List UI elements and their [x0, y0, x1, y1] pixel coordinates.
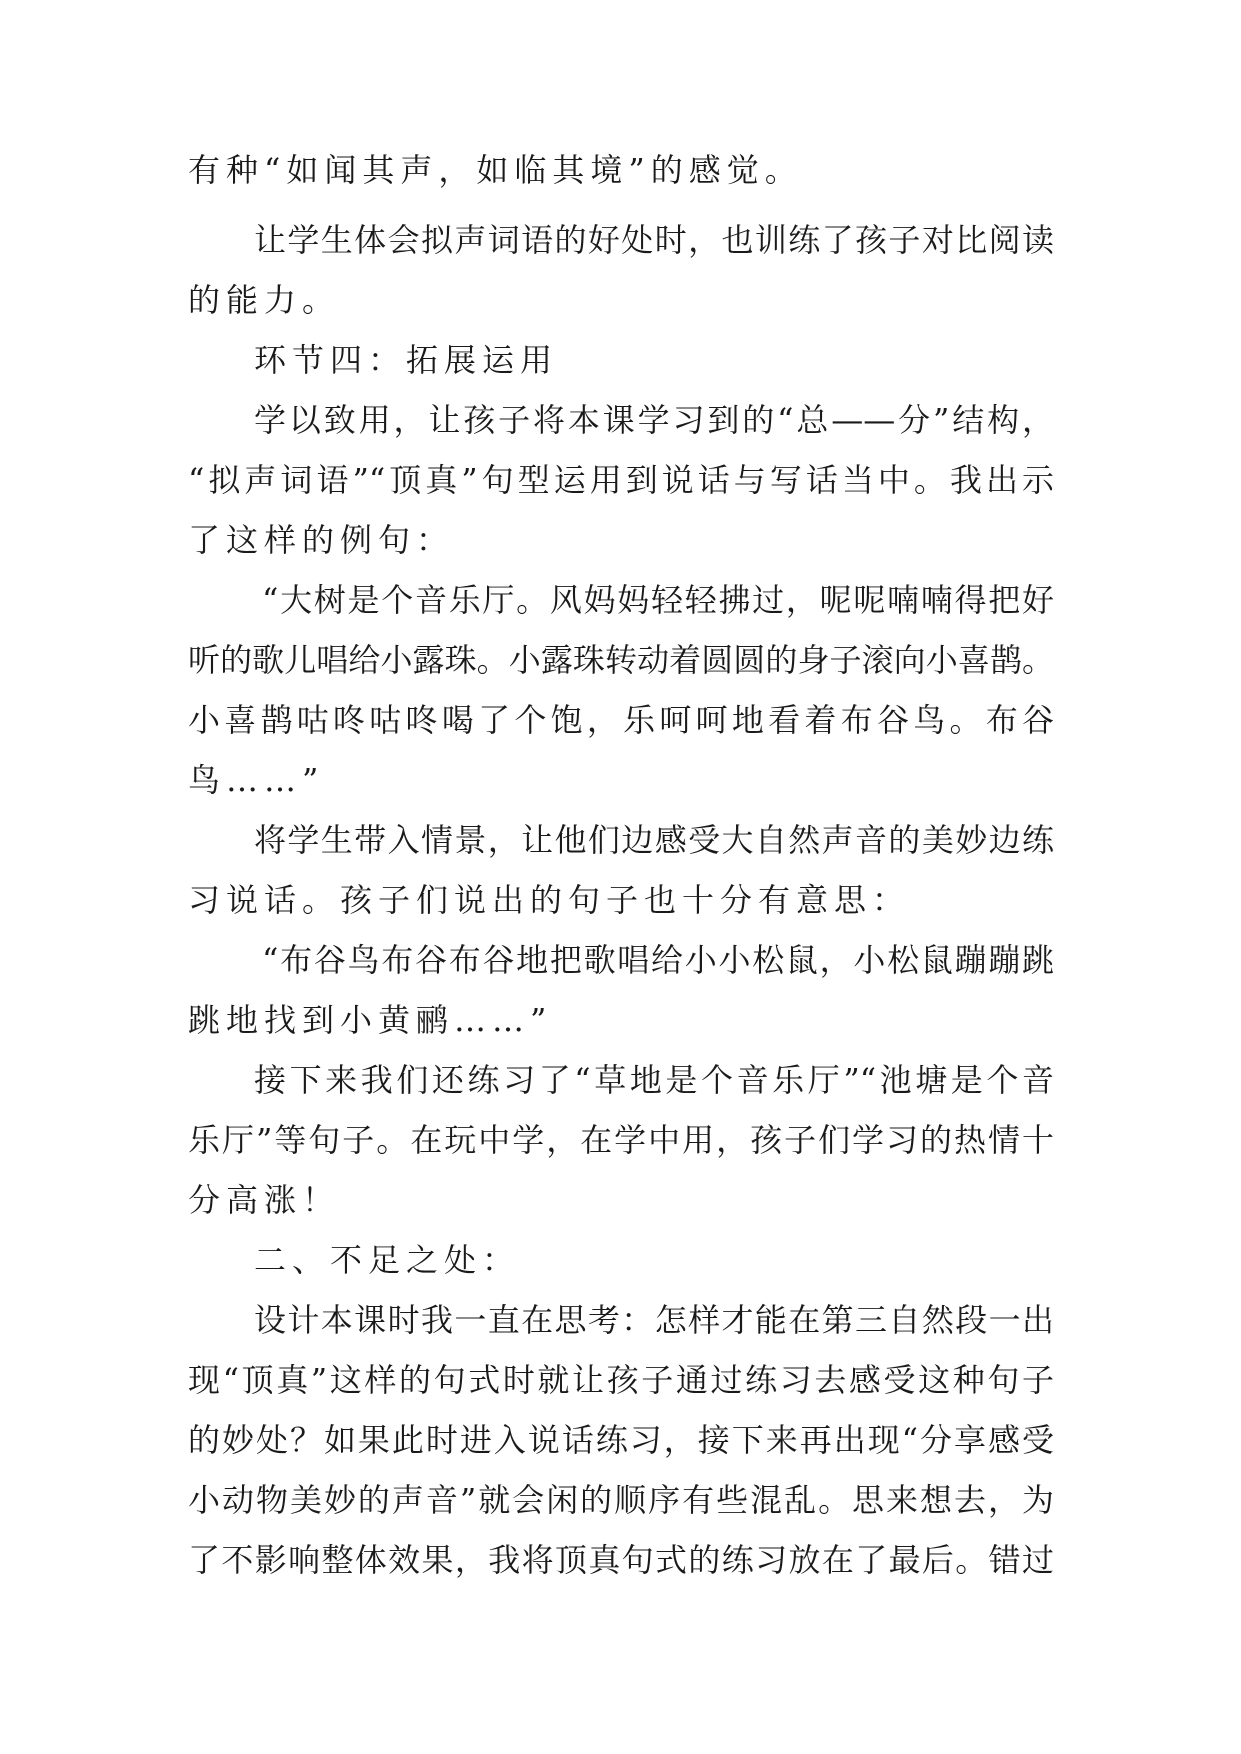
text-line: 小动物美妙的声音”就会闲的顺序有些混乱。思来想去，为	[188, 1481, 1054, 1519]
text-line: 乐厅”等句子。在玩中学，在学中用，孩子们学习的热情十	[188, 1121, 1054, 1159]
text-line: 了不影响整体效果，我将顶真句式的练习放在了最后。错过	[188, 1541, 1054, 1579]
quote-line: 小喜鹊咕咚咕咚喝了个饱，乐呵呵地看着布谷鸟。布谷	[188, 701, 1054, 739]
text-line: 分高涨！	[188, 1181, 341, 1219]
text-line: 了这样的例句：	[188, 521, 455, 559]
text-line: 的妙处？如果此时进入说话练习，接下来再出现“分享感受	[188, 1421, 1054, 1459]
text-line: 现“顶真”这样的句式时就让孩子通过练习去感受这种句子	[188, 1361, 1054, 1399]
text-line: 习说话。孩子们说出的句子也十分有意思：	[188, 881, 911, 919]
text-line: 学以致用，让孩子将本课学习到的“总——分”结构，	[254, 401, 1054, 439]
text-line: 设计本课时我一直在思考：怎样才能在第三自然段一出	[254, 1301, 1054, 1339]
text-line: 有种“如闻其声，如临其境”的感觉。	[188, 151, 803, 189]
quote-line: 跳地找到小黄鹂……”	[188, 1001, 553, 1039]
text-line: 将学生带入情景，让他们边感受大自然声音的美妙边练	[254, 821, 1054, 859]
section-heading: 二、不足之处：	[254, 1241, 521, 1279]
quote-line: 鸟……”	[188, 761, 325, 799]
text-line: 让学生体会拟声词语的好处时，也训练了孩子对比阅读	[254, 221, 1054, 259]
quote-line: “布谷鸟布谷布谷地把歌唱给小小松鼠，小松鼠蹦蹦跳	[262, 941, 1054, 979]
text-line: 的能力。	[188, 281, 341, 319]
text-line: 接下来我们还练习了“草地是个音乐厅”“池塘是个音	[254, 1061, 1054, 1099]
quote-line: “大树是个音乐厅。风妈妈轻轻拂过，呢呢喃喃得把好	[262, 581, 1054, 619]
text-line: “拟声词语”“顶真”句型运用到说话与写话当中。我出示	[188, 461, 1054, 499]
quote-line: 听的歌儿唱给小露珠。小露珠转动着圆圆的身子滚向小喜鹊。	[188, 641, 1054, 679]
section-heading: 环节四：拓展运用	[254, 341, 559, 379]
